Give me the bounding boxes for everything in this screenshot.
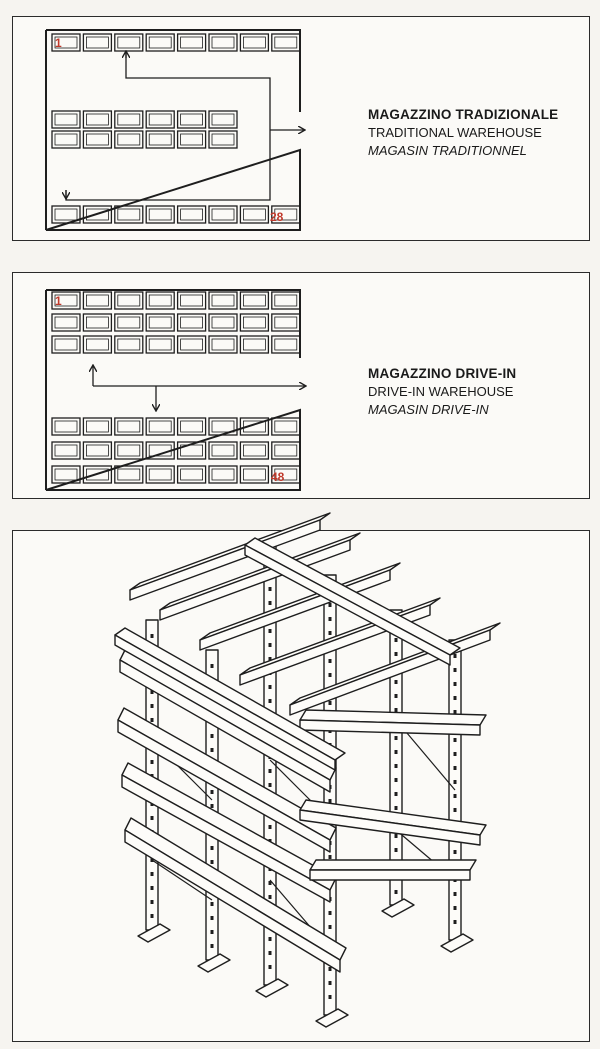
storage-cell-inner xyxy=(118,339,140,350)
upright-hole xyxy=(211,734,214,738)
storage-cell xyxy=(52,442,80,459)
storage-cell xyxy=(178,131,206,148)
storage-cell xyxy=(240,442,268,459)
storage-cell xyxy=(272,442,300,459)
storage-cell-inner xyxy=(181,421,203,432)
storage-cell-inner xyxy=(243,339,265,350)
storage-cell-inner xyxy=(118,469,140,480)
storage-cell-inner xyxy=(149,339,171,350)
storage-cell-inner xyxy=(212,134,234,145)
upright-hole xyxy=(454,766,457,770)
upright-hole xyxy=(151,900,154,904)
storage-cell xyxy=(83,442,111,459)
upright-hole xyxy=(454,738,457,742)
storage-cell-inner xyxy=(243,209,265,220)
traditional-title: MAGAZZINO TRADIZIONALE xyxy=(368,107,559,122)
traditional-subtitle-en: TRADITIONAL WAREHOUSE xyxy=(368,125,542,140)
upright-hole xyxy=(454,794,457,798)
storage-cell-inner xyxy=(118,114,140,125)
storage-cell-inner xyxy=(118,295,140,306)
storage-cell-inner xyxy=(243,37,265,48)
traditional-storage-cells xyxy=(52,34,300,223)
storage-cell xyxy=(240,336,268,353)
upright-hole xyxy=(211,790,214,794)
storage-cell xyxy=(146,111,174,128)
storage-cell-inner xyxy=(149,295,171,306)
drive-in-rack-structure xyxy=(115,513,500,1027)
upright-hole xyxy=(269,629,272,633)
upright-hole xyxy=(395,764,398,768)
storage-cell xyxy=(272,418,300,435)
storage-cell-inner xyxy=(118,445,140,456)
upright-hole xyxy=(395,736,398,740)
upright-hole xyxy=(454,808,457,812)
storage-cell xyxy=(83,131,111,148)
drive-in-subtitle-fr: MAGASIN DRIVE-IN xyxy=(368,402,489,417)
upright-hole xyxy=(211,846,214,850)
storage-cell xyxy=(178,34,206,51)
upright-hole xyxy=(151,914,154,918)
upright-hole xyxy=(329,911,332,915)
drive-in-floor-plan xyxy=(46,290,305,490)
storage-cell xyxy=(52,111,80,128)
upright-hole xyxy=(329,617,332,621)
storage-cell xyxy=(209,314,237,331)
storage-cell-inner xyxy=(275,421,297,432)
storage-cell xyxy=(83,34,111,51)
storage-cell-inner xyxy=(181,317,203,328)
upright-hole xyxy=(211,916,214,920)
upright-hole xyxy=(395,694,398,698)
storage-cell xyxy=(272,336,300,353)
storage-cell xyxy=(209,131,237,148)
storage-cell-inner xyxy=(181,295,203,306)
storage-cell xyxy=(178,314,206,331)
storage-cell-inner xyxy=(118,209,140,220)
storage-cell xyxy=(146,131,174,148)
upright-hole xyxy=(269,937,272,941)
storage-cell-inner xyxy=(149,114,171,125)
upright-hole xyxy=(329,673,332,677)
upright-hole xyxy=(454,668,457,672)
upright-hole xyxy=(395,680,398,684)
storage-cell-inner xyxy=(275,445,297,456)
storage-cell-inner xyxy=(86,37,108,48)
upright-hole xyxy=(395,834,398,838)
storage-cell-inner xyxy=(149,37,171,48)
storage-cell xyxy=(146,34,174,51)
upright-hole xyxy=(454,654,457,658)
storage-cell xyxy=(209,418,237,435)
storage-cell-inner xyxy=(55,469,77,480)
upright-hole xyxy=(395,806,398,810)
storage-cell-inner xyxy=(118,317,140,328)
storage-cell xyxy=(209,442,237,459)
storage-cell-inner xyxy=(86,339,108,350)
upright-hole xyxy=(454,752,457,756)
upright-base-plate xyxy=(441,934,473,952)
storage-cell-inner xyxy=(181,134,203,145)
storage-cell xyxy=(209,466,237,483)
drive-in-last-cell-number: 48 xyxy=(271,470,285,484)
storage-cell xyxy=(209,34,237,51)
storage-cell xyxy=(146,206,174,223)
storage-cell xyxy=(146,336,174,353)
storage-cell-inner xyxy=(212,37,234,48)
upright-hole xyxy=(151,816,154,820)
storage-cell xyxy=(115,131,143,148)
upright-hole xyxy=(454,850,457,854)
storage-cell-inner xyxy=(212,339,234,350)
storage-cell xyxy=(52,418,80,435)
load-rail xyxy=(310,860,476,870)
upright-hole xyxy=(395,792,398,796)
upright-hole xyxy=(454,710,457,714)
storage-cell xyxy=(146,314,174,331)
upright-hole xyxy=(454,780,457,784)
storage-cell-inner xyxy=(86,317,108,328)
storage-cell-inner xyxy=(118,421,140,432)
upright-hole xyxy=(395,638,398,642)
upright-hole xyxy=(211,902,214,906)
drive-in-first-cell-number: 1 xyxy=(55,294,62,308)
storage-cell xyxy=(83,292,111,309)
storage-cell-inner xyxy=(149,209,171,220)
storage-cell xyxy=(115,206,143,223)
storage-cell-inner xyxy=(212,421,234,432)
storage-cell xyxy=(83,418,111,435)
storage-cell-inner xyxy=(275,37,297,48)
storage-cell-inner xyxy=(243,469,265,480)
storage-cell-inner xyxy=(212,317,234,328)
storage-cell-inner xyxy=(275,295,297,306)
storage-cell-inner xyxy=(275,339,297,350)
storage-cell-inner xyxy=(149,317,171,328)
upright-hole xyxy=(211,804,214,808)
storage-cell-inner xyxy=(86,445,108,456)
upright-hole xyxy=(151,872,154,876)
upright-hole xyxy=(151,704,154,708)
load-rail-side xyxy=(310,870,470,880)
upright-hole xyxy=(395,890,398,894)
storage-cell xyxy=(115,418,143,435)
storage-cell-inner xyxy=(212,114,234,125)
storage-cell-inner xyxy=(55,134,77,145)
drive-in-title: MAGAZZINO DRIVE-IN xyxy=(368,366,517,381)
storage-cell xyxy=(83,336,111,353)
upright-hole xyxy=(151,760,154,764)
upright-hole xyxy=(211,944,214,948)
upright-hole xyxy=(269,783,272,787)
upright-hole xyxy=(395,750,398,754)
storage-cell-inner xyxy=(55,114,77,125)
upright-hole xyxy=(269,587,272,591)
storage-cell-inner xyxy=(55,339,77,350)
storage-cell xyxy=(209,111,237,128)
traditional-last-cell-number: 28 xyxy=(270,210,284,224)
upright-hole xyxy=(454,906,457,910)
storage-cell xyxy=(115,34,143,51)
storage-cell xyxy=(272,292,300,309)
upright-hole xyxy=(329,701,332,705)
upright-hole xyxy=(454,920,457,924)
storage-cell-inner xyxy=(243,317,265,328)
storage-cell xyxy=(240,466,268,483)
traditional-first-cell-number: 1 xyxy=(55,36,62,50)
storage-cell xyxy=(52,314,80,331)
storage-cell xyxy=(83,111,111,128)
upright-hole xyxy=(211,860,214,864)
storage-cell-inner xyxy=(212,469,234,480)
upright-hole xyxy=(269,951,272,955)
upright-hole xyxy=(329,995,332,999)
storage-cell xyxy=(178,206,206,223)
upright-hole xyxy=(329,925,332,929)
storage-cell-inner xyxy=(149,134,171,145)
traditional-subtitle-fr: MAGASIN TRADITIONNEL xyxy=(368,143,527,158)
storage-cell xyxy=(240,292,268,309)
upright-hole xyxy=(269,643,272,647)
upright-hole xyxy=(329,981,332,985)
storage-cell-inner xyxy=(243,445,265,456)
storage-cell xyxy=(178,418,206,435)
storage-cell xyxy=(115,466,143,483)
storage-cell-inner xyxy=(275,317,297,328)
storage-cell-inner xyxy=(181,37,203,48)
upright-hole xyxy=(269,685,272,689)
storage-cell xyxy=(178,292,206,309)
upright-hole xyxy=(269,699,272,703)
storage-cell xyxy=(115,314,143,331)
upright-hole xyxy=(454,682,457,686)
storage-cell-inner xyxy=(86,114,108,125)
storage-cell-inner xyxy=(149,421,171,432)
storage-cell xyxy=(115,336,143,353)
storage-cell-inner xyxy=(212,445,234,456)
upright-hole xyxy=(329,659,332,663)
upright-hole xyxy=(269,601,272,605)
storage-cell-inner xyxy=(86,295,108,306)
upright-hole xyxy=(269,769,272,773)
storage-cell xyxy=(115,442,143,459)
upright-hole xyxy=(211,748,214,752)
storage-cell-inner xyxy=(181,469,203,480)
upright-hole xyxy=(269,895,272,899)
upright-hole xyxy=(454,892,457,896)
upright-base-plate xyxy=(256,979,288,997)
storage-cell-inner xyxy=(86,421,108,432)
storage-cell xyxy=(115,111,143,128)
storage-cell xyxy=(52,131,80,148)
upright-base-plate xyxy=(382,899,414,917)
storage-cell xyxy=(209,336,237,353)
upright-hole xyxy=(329,855,332,859)
storage-cell-inner xyxy=(243,295,265,306)
upright-hole xyxy=(151,718,154,722)
storage-cell xyxy=(52,336,80,353)
storage-cell-inner xyxy=(55,421,77,432)
storage-cell-inner xyxy=(181,339,203,350)
storage-cell xyxy=(240,34,268,51)
storage-cell-inner xyxy=(181,209,203,220)
storage-cell xyxy=(178,111,206,128)
storage-cell xyxy=(209,292,237,309)
upright-base-plate xyxy=(198,954,230,972)
storage-cell xyxy=(146,466,174,483)
upright-hole xyxy=(211,664,214,668)
storage-cell xyxy=(146,418,174,435)
storage-cell xyxy=(115,292,143,309)
upright-hole xyxy=(329,631,332,635)
storage-cell-inner xyxy=(149,469,171,480)
drive-in-subtitle-en: DRIVE-IN WAREHOUSE xyxy=(368,384,514,399)
upright-hole xyxy=(395,848,398,852)
storage-cell-inner xyxy=(212,209,234,220)
storage-cell xyxy=(209,206,237,223)
drive-in-storage-cells xyxy=(52,292,300,483)
storage-cell-inner xyxy=(118,134,140,145)
storage-cell xyxy=(240,314,268,331)
upright-hole xyxy=(395,708,398,712)
upright-hole xyxy=(329,799,332,803)
upright-hole xyxy=(151,886,154,890)
storage-cell-inner xyxy=(118,37,140,48)
storage-cell-inner xyxy=(55,209,77,220)
upright-hole xyxy=(454,696,457,700)
upright-hole xyxy=(329,967,332,971)
storage-cell-inner xyxy=(181,114,203,125)
upright-hole xyxy=(269,965,272,969)
storage-cell xyxy=(146,292,174,309)
upright-hole xyxy=(151,634,154,638)
upright-hole xyxy=(269,825,272,829)
upright-hole xyxy=(395,652,398,656)
upright-hole xyxy=(211,930,214,934)
traditional-floor-plan xyxy=(46,30,304,230)
storage-cell xyxy=(272,34,300,51)
storage-cell xyxy=(272,314,300,331)
upright-hole xyxy=(395,778,398,782)
storage-cell xyxy=(178,336,206,353)
storage-cell-inner xyxy=(86,134,108,145)
upright-base-plate xyxy=(138,924,170,942)
storage-cell-inner xyxy=(55,445,77,456)
storage-cell-inner xyxy=(55,317,77,328)
upright-base-plate xyxy=(316,1009,348,1027)
storage-cell xyxy=(178,466,206,483)
storage-cell-inner xyxy=(212,295,234,306)
storage-cell xyxy=(83,314,111,331)
storage-cell xyxy=(240,206,268,223)
upright-hole xyxy=(329,603,332,607)
